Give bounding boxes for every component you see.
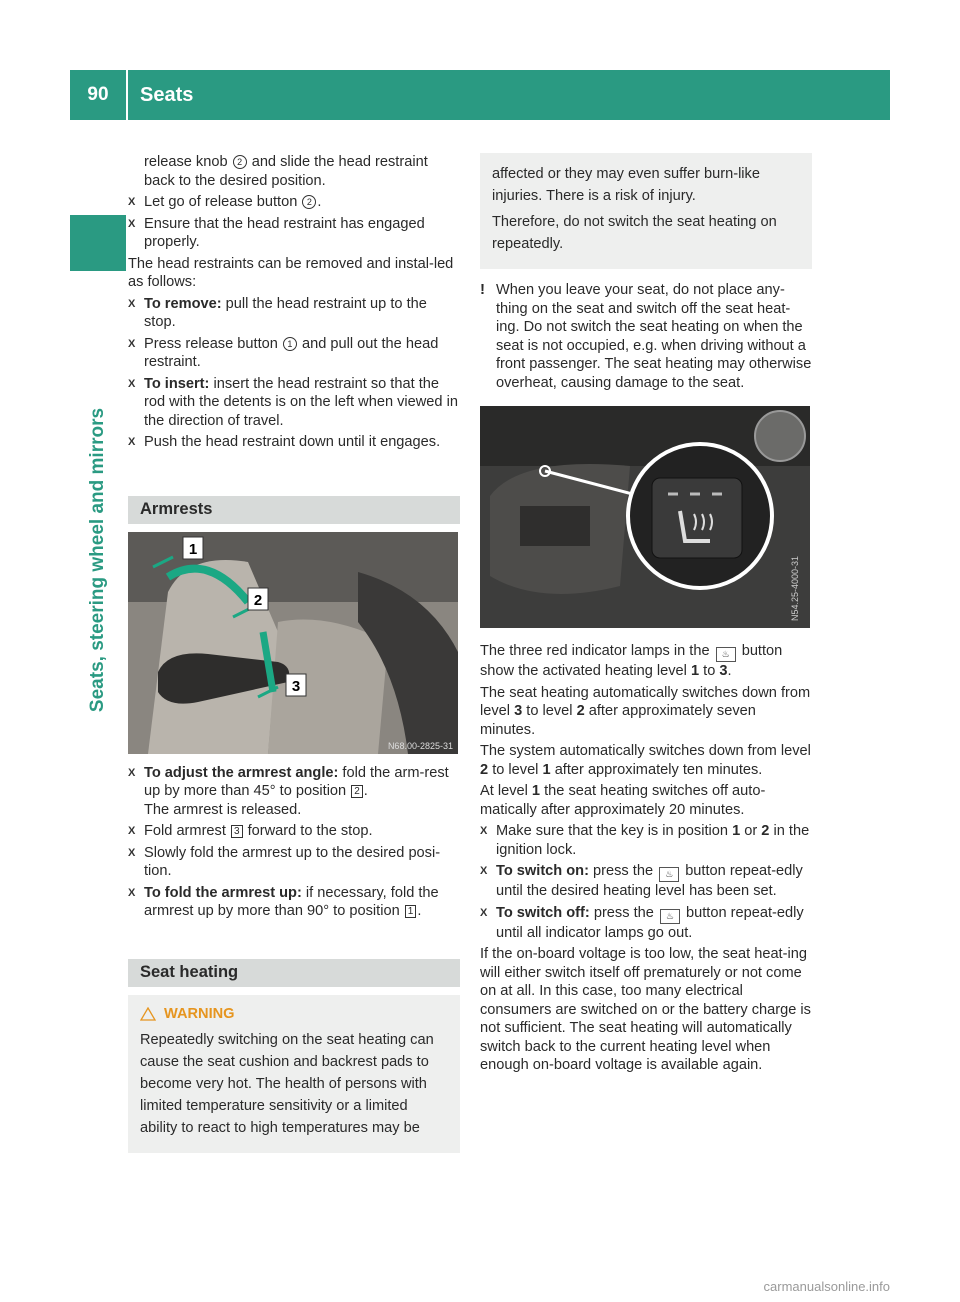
step-arrow-icon: X	[128, 297, 136, 310]
step-arrow-icon: X	[128, 337, 136, 350]
seat-heating-icon: ♨	[659, 867, 679, 882]
step-adjust: X To adjust the armrest angle: fold the arm-rest up by more than 45° to position 2 . The armrest is released.	[128, 764, 449, 818]
seat-heating-illustration	[480, 406, 810, 628]
step-switch-on: X To switch on: press the ♨ button repeat-edly until the desired heating level has been set.	[480, 863, 803, 899]
watermark: carmanualsonline.info	[763, 1279, 890, 1294]
step-push: X Push the head restraint down until it engages.	[128, 434, 441, 450]
notice-exclamation-icon: !	[480, 281, 485, 298]
step-arrow-icon: X	[480, 865, 488, 877]
step-arrow-icon: X	[128, 196, 136, 208]
warning-text: Repeatedly switching on the seat heating can cause the seat cushion and backrest pads to become very hot. The health of persons with limited temperature sensitivity or a limited ability to react to high temperatures may be	[140, 1032, 434, 1136]
intro-paragraph: release knob 2 and slide the head restraint back to the desired position.	[144, 154, 428, 189]
warning-continued-text: affected or they may even suffer burn-like injuries. There is a risk of injury.	[492, 166, 760, 204]
page-title: Seats	[128, 70, 890, 120]
step-arrow-icon: X	[128, 436, 136, 448]
step-switch-off: X To switch off: press the ♨ button repeat-edly until all indicator lamps go out.	[480, 904, 804, 941]
ref-circle: 2	[233, 155, 247, 169]
auto-paragraph: The seat heating automatically switches down from level 3 to level 2 after approximately seven minutes.	[480, 684, 811, 738]
step-remove: X To remove: pull the head restraint up to the stop.	[128, 295, 427, 330]
callout-1: 1	[188, 540, 198, 558]
step-arrow-icon: X	[128, 766, 136, 779]
step-let-go: X Let go of release button 2 .	[128, 194, 322, 210]
seat-heating-icon: ♨	[716, 647, 736, 662]
step-arrow-icon: X	[128, 377, 136, 390]
image-code: N68.00-2825-31	[387, 740, 453, 751]
notice: ! When you leave your seat, do not place any-thing on the seat and switch off the seat heat-ing. Do not switch the seat heating on when the seat is not occupied, e.g. when driving without a front passenger. The seat heating may otherwise overheat, causing damage to the seat.	[480, 281, 812, 391]
right-column	[480, 153, 812, 1078]
callout-3: 3	[291, 677, 301, 695]
armrests-heading: Armrests	[128, 496, 460, 524]
voltage-paragraph: If the on-board voltage is too low, the seat heat-ing will either switch itself off prematurely or not come on at all. In this case, too many electrical consumers are switched on or the battery charge is not sufficient. The seat heating will automatically switch back to the current heating level when enough on-board voltage is available again.	[480, 946, 811, 1073]
warning-box-continued	[480, 153, 812, 269]
warning-header: WARNING	[140, 1005, 448, 1024]
ref-box: 3	[231, 825, 243, 838]
seat-heating-photo	[480, 406, 810, 628]
step-slowly: X Slowly fold the armrest up to the desired posi-tion.	[128, 844, 441, 879]
at-level-paragraph: At level 1 the seat heating switches off auto-matically after approximately 20 minutes.	[480, 783, 766, 818]
step-arrow-icon: X	[128, 825, 136, 837]
ref-box: 2	[351, 785, 363, 798]
step-foldup: X To fold the armrest up: if necessary, fold the armrest up by more than 90° to position 1 .	[128, 884, 439, 919]
step-arrow-icon: X	[480, 825, 488, 837]
image-code: N54.25-4000-31	[790, 555, 800, 621]
sidebar-tab-block	[70, 215, 126, 271]
warning-box	[128, 995, 460, 1154]
step-ensure: X Ensure that the head restraint has engaged properly.	[128, 215, 425, 250]
callout-2: 2	[253, 591, 263, 609]
ref-circle: 2	[302, 195, 316, 209]
page-number: 90	[70, 70, 126, 120]
chapter-title: Seats, steering wheel and mirrors	[87, 407, 108, 713]
step-arrow-icon: X	[128, 846, 136, 859]
step-arrow-icon: X	[480, 906, 488, 919]
lamps-paragraph: The three red indicator lamps in the ♨ button show the activated heating level 1 to 3.	[480, 643, 783, 679]
armrest-photo	[128, 532, 458, 754]
left-column	[128, 153, 460, 1153]
step-press: X Press release button 1 and pull out the head restraint.	[128, 335, 439, 370]
ref-circle: 1	[283, 337, 297, 351]
step-make-sure: X Make sure that the key is in position 1 or 2 in the ignition lock.	[480, 823, 810, 858]
removed-paragraph: The head restraints can be removed and instal-led as follows:	[128, 255, 454, 290]
step-fold: X Fold armrest 3 forward to the stop.	[128, 823, 373, 839]
step-arrow-icon: X	[128, 886, 136, 899]
warning-therefore-text: Therefore, do not switch the seat heating on repeatedly.	[492, 214, 777, 252]
step-arrow-icon: X	[128, 217, 136, 230]
warning-triangle-icon	[140, 1007, 156, 1021]
step-insert: X To insert: insert the head restraint so that the rod with the detents is on the left when viewed in the direction of travel.	[128, 375, 458, 429]
system-paragraph: The system automatically switches down from level 2 to level 1 after approximately ten minutes.	[480, 743, 811, 778]
seat-heating-heading: Seat heating	[128, 959, 460, 987]
armrest-illustration	[128, 532, 458, 754]
ref-box: 1	[405, 905, 417, 918]
seat-heating-icon: ♨	[660, 909, 680, 924]
